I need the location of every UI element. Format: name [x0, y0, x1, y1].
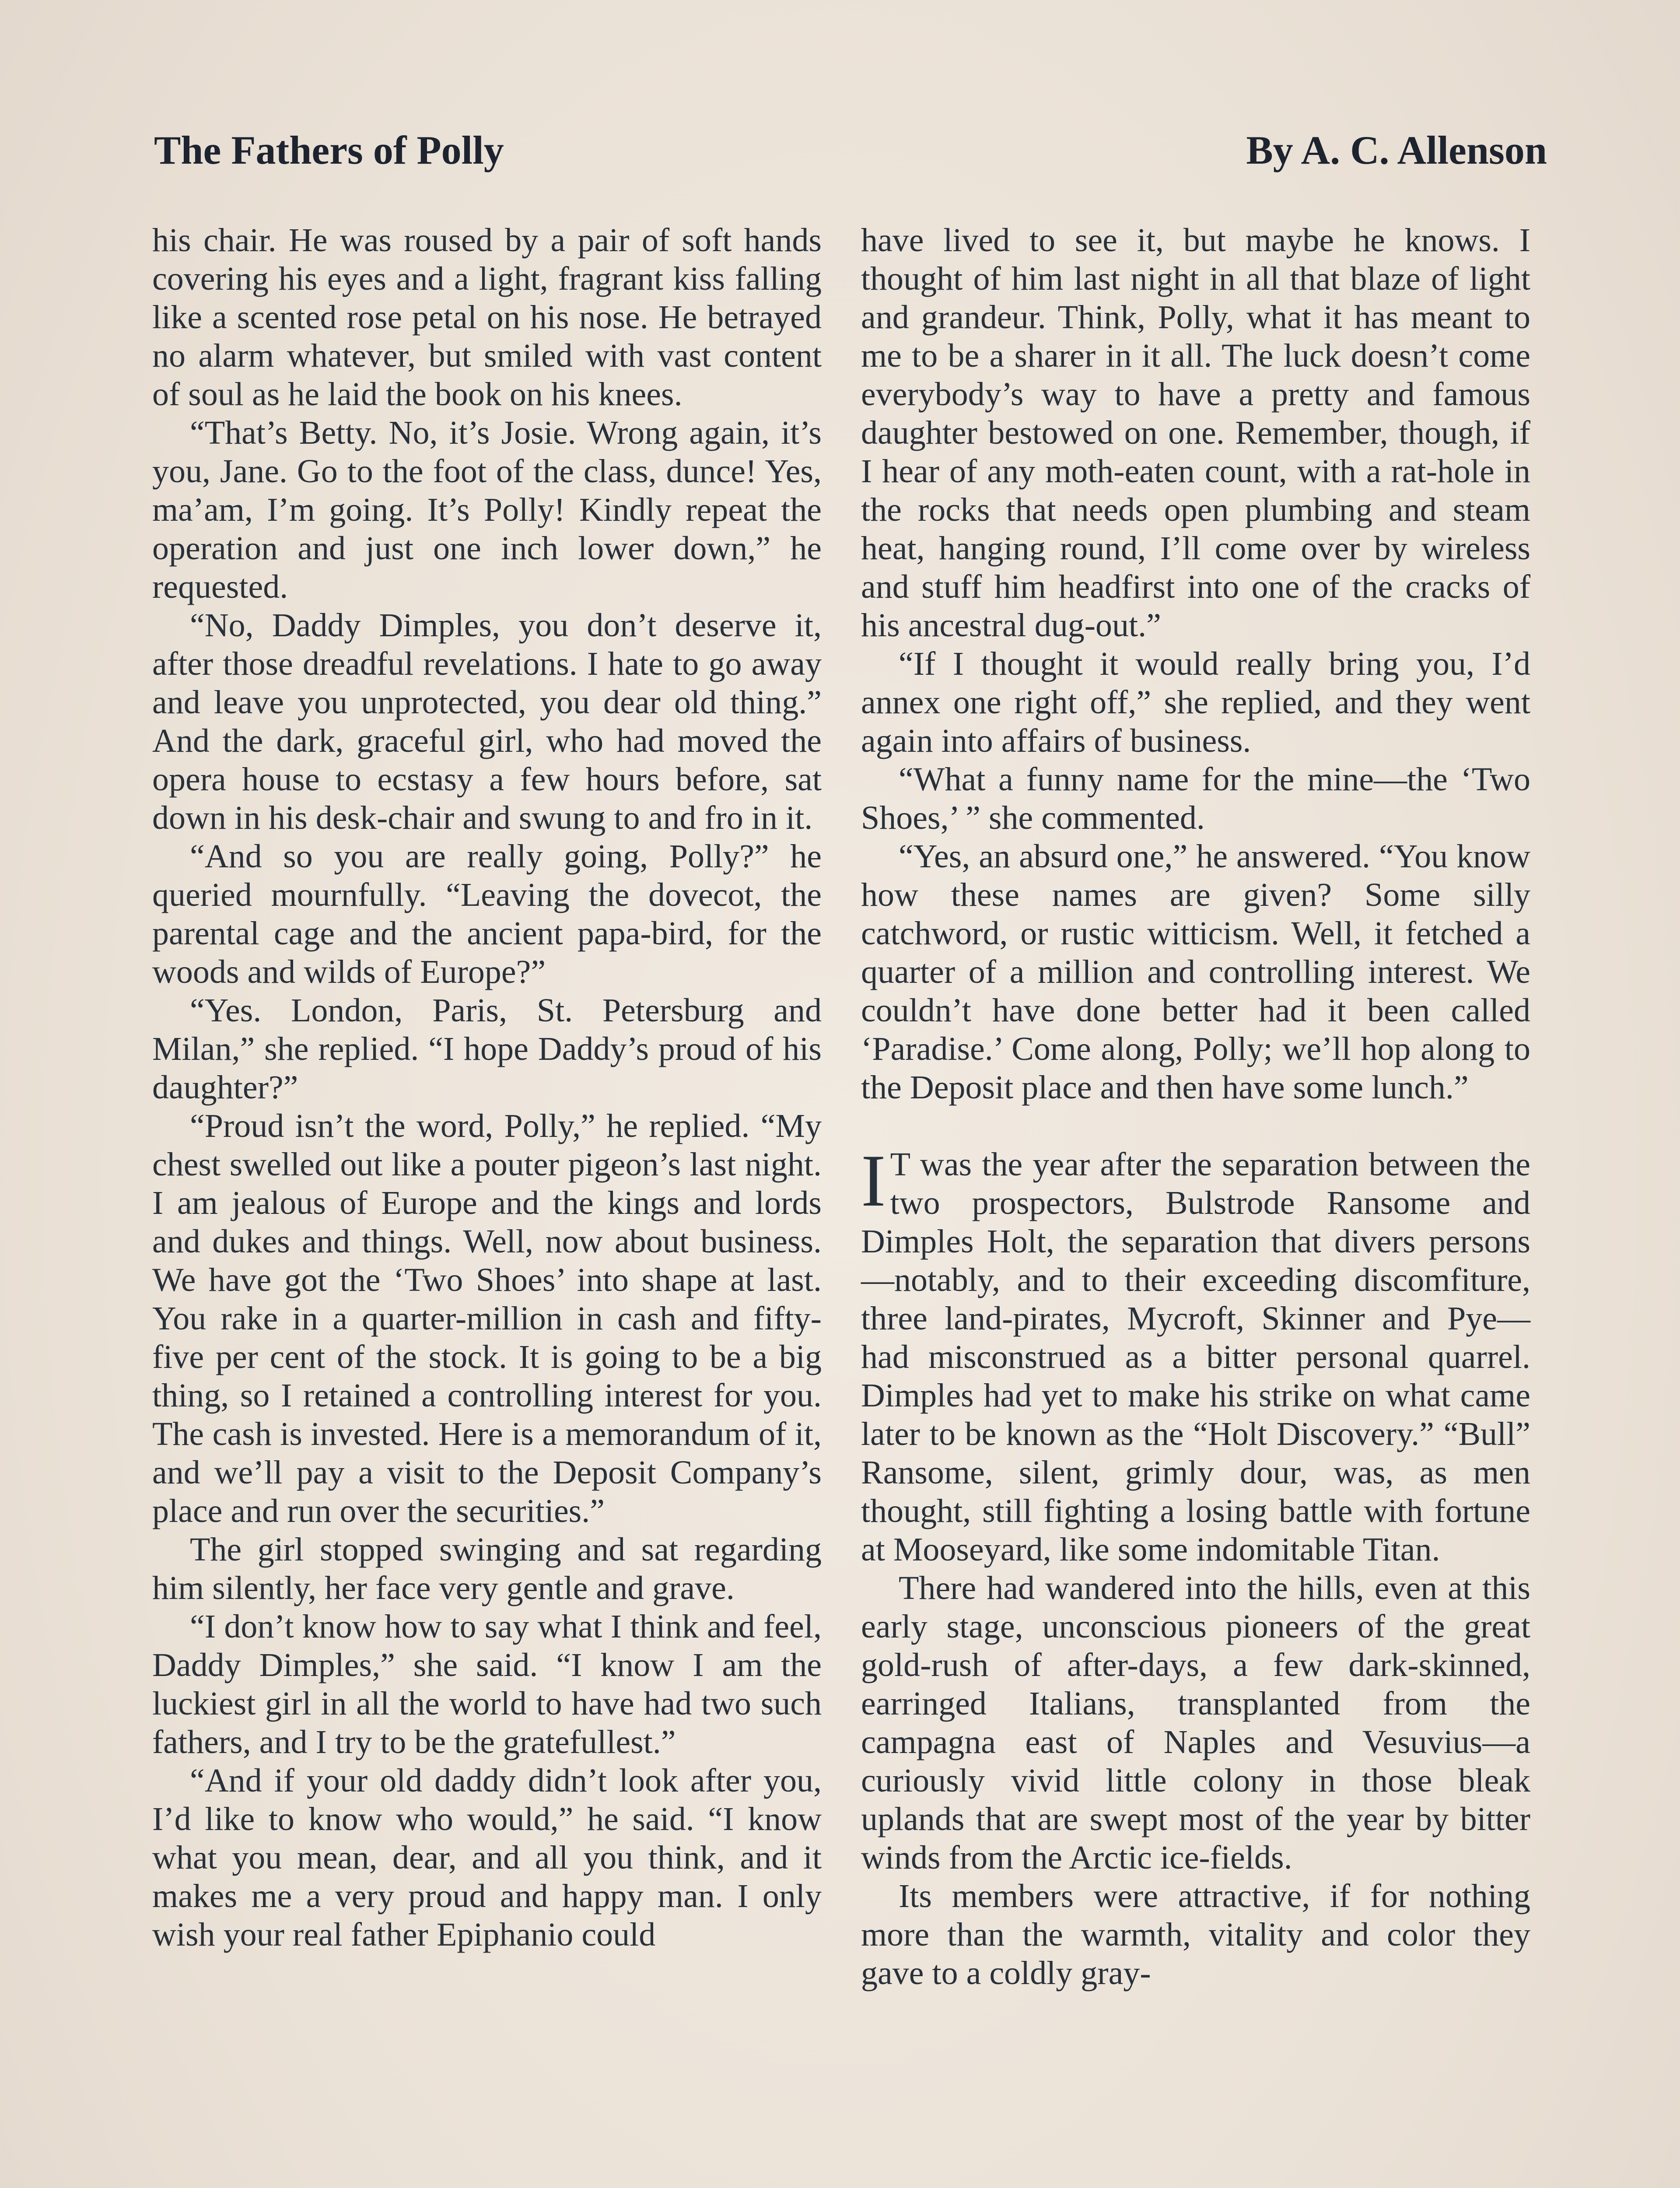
right-text-column: [861, 221, 1530, 1992]
paragraph: have lived to see it, but maybe he knows. I thought of him last night in all that blaze of light and grandeur. Think, Polly, what it has meant to me to be a sharer in it all. The luck doesn’t come everybody’s way to have a pretty and famous daughter bestowed on one. Remember, though, if I hear of any moth-eaten count, with a rat-hole in the rocks that needs open plumbing and steam heat, hanging round, I’ll come over by wireless and stuff him headfirst into one of the cracks of his ancestral dug-out.”: [861, 222, 1530, 644]
paragraph: “Proud isn’t the word, Polly,” he replied. “My chest swelled out like a pouter pigeon’s last night. I am jealous of Europe and the kings and lords and dukes and things. Well, now about business. We have got the ‘Two Shoes’ into shape at last. You rake in a quarter-million in cash and fifty-five per cent of the stock. It is going to be a big thing, so I retained a controlling interest for you. The cash is invested. Here is a memorandum of it, and we’ll pay a visit to the Deposit Company’s place and run over the securities.”: [152, 1108, 822, 1529]
paragraph: his chair. He was roused by a pair of soft hands covering his eyes and a light, fragrant kiss falling like a scented rose petal on his nose. He betrayed no alarm whatever, but smiled with vast content of soul as he laid the book on his knees.: [152, 222, 822, 413]
paragraph: “Yes, an absurd one,” he answered. “You know how these names are given? Some silly catchword, or rustic witticism. Well, it fetched a quarter of a million and controlling interest. We couldn’t have done better had it been called ‘Paradise.’ Come along, Polly; we’ll hop along to the Deposit place and then have some lunch.”: [861, 838, 1530, 1106]
paragraph: “Yes. London, Paris, St. Petersburg and Milan,” she replied. “I hope Daddy’s proud of his daughter?”: [152, 992, 822, 1106]
paragraph: “If I thought it would really bring you, I’d annex one right off,” she replied, and they went again into affairs of business.: [861, 645, 1530, 759]
story-author: By A. C. Allenson: [1246, 128, 1547, 172]
paragraph: The girl stopped swinging and sat regarding him silently, her face very gentle and grave.: [152, 1531, 822, 1606]
section-opening-paragraph: [861, 1140, 1530, 1569]
running-header: [154, 127, 1547, 184]
story-title: The Fathers of Polly: [154, 128, 504, 172]
paragraph: “No, Daddy Dimples, you don’t deserve it, after those dreadful revelations. I hate to go away and leave you unprotected, you dear old thing.” And the dark, graceful girl, who had moved the opera house to ecstasy a few hours before, sat down in his desk-chair and swung to and fro in it.: [152, 607, 822, 836]
paragraph: “I don’t know how to say what I think and feel, Daddy Dimples,” she said. “I know I am the luckiest girl in all the world to have had two such fathers, and I try to be the gratefullest.”: [152, 1608, 822, 1760]
section-opening-text: T was the year after the separation between the two prospectors, Bulstrode Ransome and Dimples Holt, the separation that divers persons—notably, and to their exceeding discomfiture, three land-pirates, Mycroft, Skinner and Pye—had misconstrued as a bitter personal quarrel. Dimples had yet to make his strike on what came later to be known as the “Holt Discovery.” “Bull” Ransome, silent, grimly dour, was, as men thought, still fighting a losing battle with fortune at Mooseyard, like some indomitable Titan.: [861, 1146, 1530, 1568]
paragraph: “That’s Betty. No, it’s Josie. Wrong again, it’s you, Jane. Go to the foot of the class, dunce! Yes, ma’am, I’m going. It’s Polly! Kindly repeat the operation and just one inch lower down,” he requested.: [152, 414, 822, 605]
drop-cap: I: [861, 1140, 886, 1222]
paragraph: “And so you are really going, Polly?” he queried mournfully. “Leaving the dovecot, the parental cage and the ancient papa-bird, for the woods and wilds of Europe?”: [152, 838, 822, 990]
paragraph: “What a funny name for the mine—the ‘Two Shoes,’ ” she commented.: [861, 761, 1530, 836]
left-text-column: [152, 221, 822, 1954]
paragraph: Its members were attractive, if for nothing more than the warmth, vitality and color they gave to a coldly gray-: [861, 1878, 1530, 1992]
paragraph: “And if your old daddy didn’t look after you, I’d like to know who would,” he said. “I know what you mean, dear, and all you think, and it makes me a very proud and happy man. I only wish your real father Epiphanio could: [152, 1762, 822, 1953]
paragraph: There had wandered into the hills, even at this early stage, unconscious pioneers of the great gold-rush of after-days, a few dark-skinned, earringed Italians, transplanted from the campagna east of Naples and Vesuvius—a curiously vivid little colony in those bleak uplands that are swept most of the year by bitter winds from the Arctic ice-fields.: [861, 1570, 1530, 1876]
